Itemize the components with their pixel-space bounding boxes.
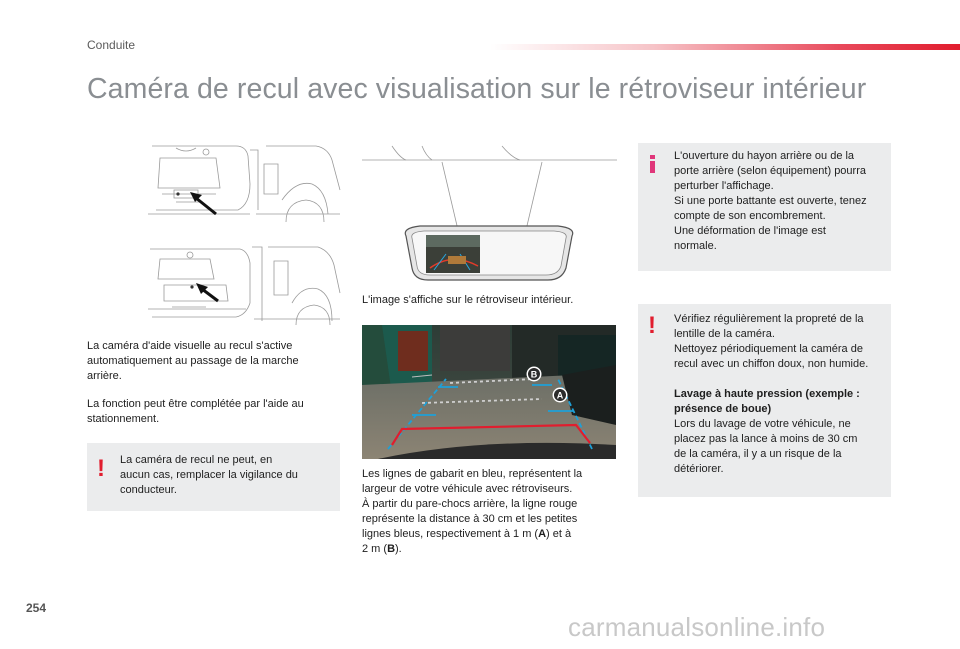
parking-aid-paragraph <box>87 397 337 427</box>
text-line: automatiquement au passage de la marche <box>87 355 299 367</box>
text-line: lentille de la caméra. <box>674 328 775 340</box>
text-line: Vérifiez régulièrement la propreté de la <box>674 313 864 325</box>
text-line: placez pas la lance à moins de 30 cm <box>674 433 858 445</box>
text-line: conducteur. <box>120 484 177 496</box>
text-line: La fonction peut être complétée par l'aide au <box>87 398 304 410</box>
car-rear-illustration-bottom <box>146 243 341 325</box>
text-line: La caméra d'aide visuelle au recul s'active <box>87 340 293 352</box>
info-box <box>638 143 891 271</box>
text-line: Lors du lavage de votre véhicule, ne <box>674 418 851 430</box>
text-line: normale. <box>674 240 717 252</box>
text-line-bold: présence de boue) <box>674 403 772 415</box>
text-line: Les lignes de gabarit en bleu, représentent la <box>362 468 583 480</box>
text-line: détériorer. <box>674 463 724 475</box>
text-line: stationnement. <box>87 413 160 425</box>
vigilance-warning-box <box>87 443 340 511</box>
guide-lines-description <box>362 467 622 557</box>
watermark: carmanualsonline.info <box>568 612 826 642</box>
text-line: La caméra de recul ne peut, en <box>120 454 273 466</box>
text-line: largeur de votre véhicule avec rétroviseurs. <box>362 483 573 495</box>
text-line: Une déformation de l'image est <box>674 225 826 237</box>
text-line: arrière. <box>87 370 122 382</box>
mirror-caption: L'image s'affiche sur le rétroviseur intérieur. <box>362 294 574 306</box>
text-line: lignes bleus, respectivement à 1 m (A) et à <box>362 528 572 540</box>
text-line: aucun cas, remplacer la vigilance du <box>120 469 298 481</box>
text-line: recul avec un chiffon doux, non humide. <box>674 358 869 370</box>
text-line: 2 m (B). <box>362 543 402 555</box>
text-line: compte de son encombrement. <box>674 210 826 222</box>
page-number: 254 <box>26 601 47 615</box>
activation-paragraph <box>87 339 337 384</box>
text-line: représente la distance à 30 cm et les petites <box>362 513 578 525</box>
text-line: À partir du pare-chocs arrière, la ligne rouge <box>362 498 578 510</box>
car-rear-illustration-top <box>146 144 341 228</box>
warning-icon: ! <box>97 455 105 482</box>
callout-a-label: A <box>556 390 564 401</box>
rearview-mirror-illustration <box>362 144 617 284</box>
text-line: de la caméra, il y a un risque de la <box>674 448 842 460</box>
text-line: perturber l'affichage. <box>674 180 774 192</box>
page-title: Caméra de recul avec visualisation sur le rétroviseur intérieur <box>87 73 867 105</box>
text-line: porte arrière (selon équipement) pourra <box>674 165 866 177</box>
section-label: Conduite <box>87 38 136 52</box>
callout-b-label: B <box>530 369 538 380</box>
warning-icon: ! <box>648 312 656 339</box>
text-line-bold: Lavage à haute pression (exemple : <box>674 388 860 400</box>
info-icon <box>650 155 655 173</box>
text-line: Nettoyez périodiquement la caméra de <box>674 343 863 355</box>
camera-view-image <box>362 325 616 459</box>
header-accent-bar <box>490 44 960 50</box>
text-line: Si une porte battante est ouverte, tenez <box>674 195 867 207</box>
camera-care-warning-box <box>638 304 891 497</box>
text-line: L'ouverture du hayon arrière ou de la <box>674 150 855 162</box>
